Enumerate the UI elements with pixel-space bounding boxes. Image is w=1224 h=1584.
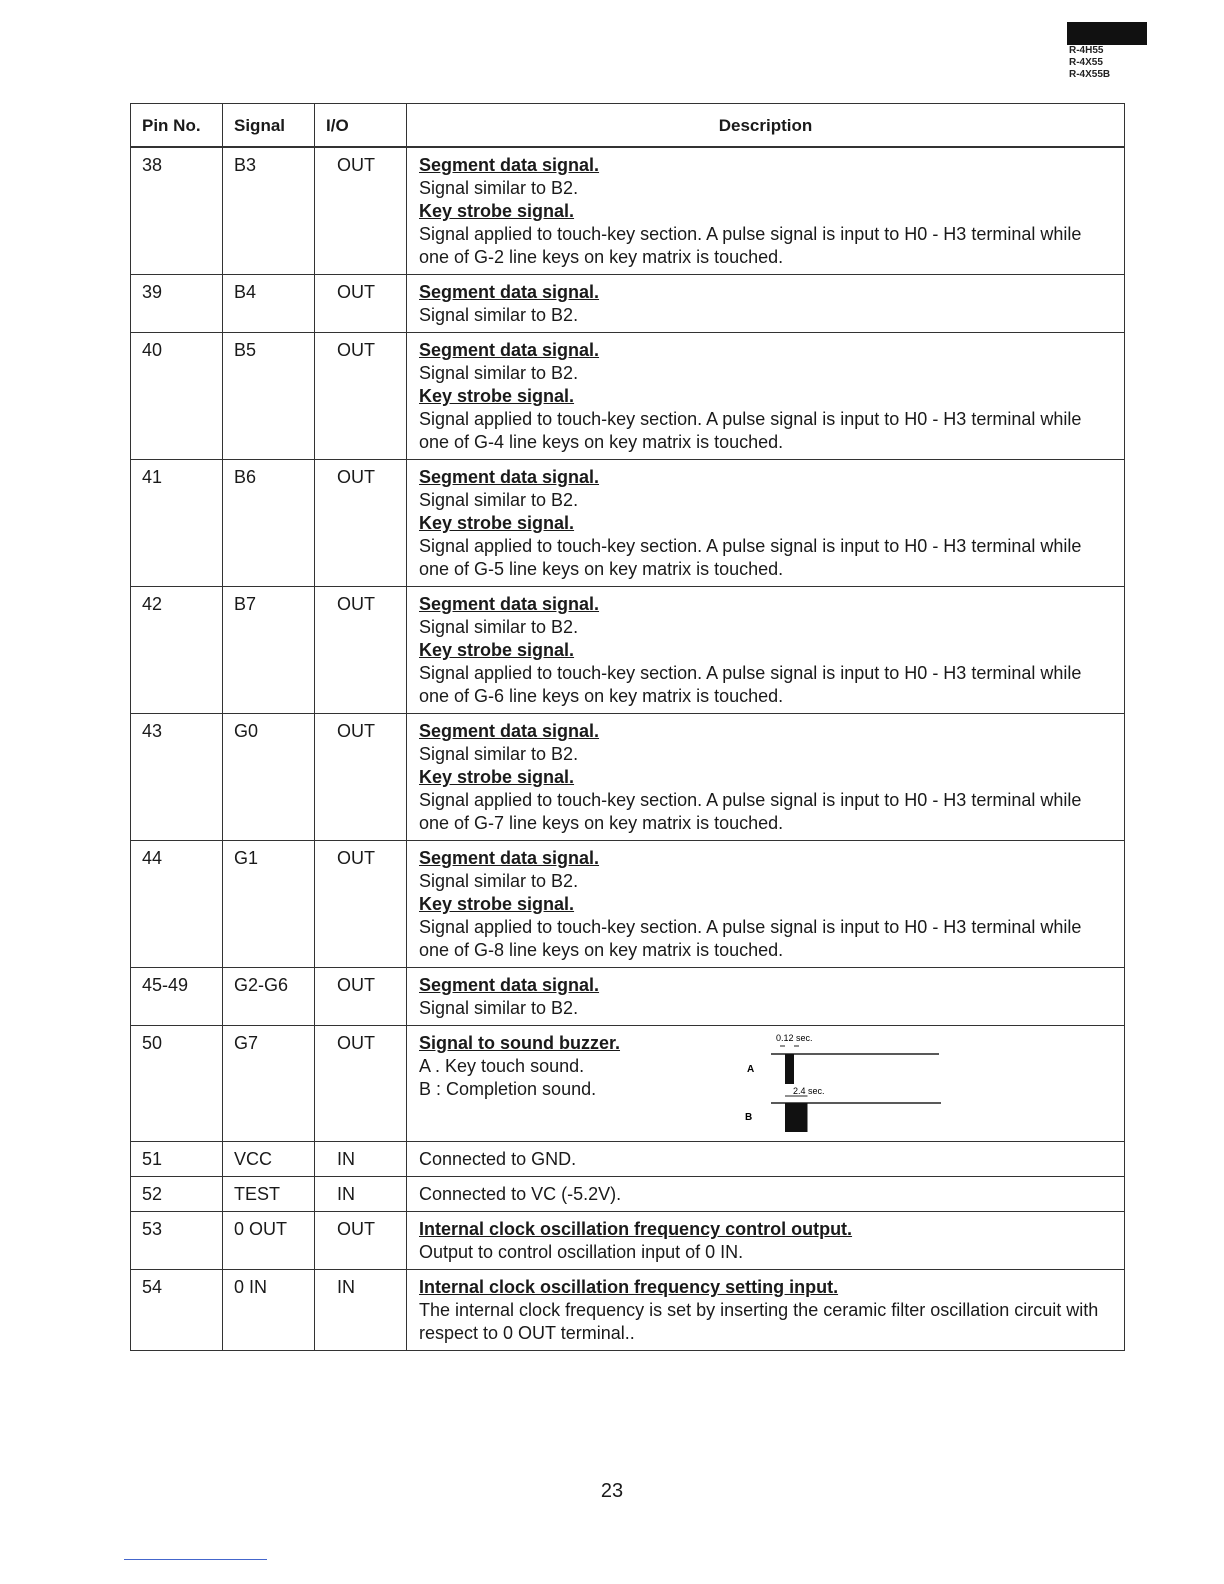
model-numbers	[1069, 45, 1110, 81]
io-cell: OUT	[315, 275, 407, 333]
page-number: 23	[600, 1480, 624, 1502]
description-cell	[407, 1026, 1125, 1142]
description-text: Signal similar to B2.	[419, 617, 579, 637]
io-cell: IN	[315, 1142, 407, 1177]
table-row	[131, 275, 1125, 333]
signal-cell: G7	[223, 1026, 315, 1142]
model-number: R-4X55	[1069, 57, 1103, 68]
description-text: Signal applied to touch-key section. A pulse signal is input to H0 - H3 terminal while one of G-6 line keys on key matrix is touched.	[419, 663, 1082, 706]
pin-cell: 44	[131, 841, 223, 968]
signal-cell: B3	[223, 147, 315, 275]
description-text: Signal similar to B2.	[419, 998, 579, 1018]
description-heading: Segment data signal.	[419, 282, 600, 302]
io-cell: OUT	[315, 1212, 407, 1270]
description-heading: Segment data signal.	[419, 155, 600, 175]
description-heading: Signal to sound buzzer.	[419, 1033, 621, 1053]
column-header-io: I/O	[315, 104, 407, 148]
pin-cell: 39	[131, 275, 223, 333]
buzzer-waveform-diagram	[729, 1032, 944, 1136]
signal-cell: B6	[223, 460, 315, 587]
column-header-pin: Pin No.	[131, 104, 223, 148]
description-text: Signal applied to touch-key section. A pulse signal is input to H0 - H3 terminal while one of G-5 line keys on key matrix is touched.	[419, 536, 1082, 579]
pin-cell: 52	[131, 1177, 223, 1212]
signal-cell: B7	[223, 587, 315, 714]
description-text: Signal applied to touch-key section. A pulse signal is input to H0 - H3 terminal while one of G-2 line keys on key matrix is touched.	[419, 224, 1082, 267]
table-row	[131, 147, 1125, 275]
description-text: The internal clock frequency is set by inserting the ceramic filter oscillation circuit with respect to 0 OUT terminal..	[419, 1300, 1099, 1343]
description-text: B : Completion sound.	[419, 1079, 597, 1099]
waveform-b-duration-label: 2.4 sec.	[793, 1086, 825, 1096]
waveform-a-pulse	[785, 1054, 794, 1084]
signal-cell: G0	[223, 714, 315, 841]
pin-cell: 41	[131, 460, 223, 587]
pin-cell: 51	[131, 1142, 223, 1177]
table-row	[131, 460, 1125, 587]
description-heading: Key strobe signal.	[419, 894, 575, 914]
pin-cell: 40	[131, 333, 223, 460]
description-text: Signal applied to touch-key section. A pulse signal is input to H0 - H3 terminal while one of G-4 line keys on key matrix is touched.	[419, 409, 1082, 452]
table-row	[131, 841, 1125, 968]
description-cell	[407, 587, 1125, 714]
description-text: Connected to VC (-5.2V).	[419, 1184, 622, 1204]
io-cell: OUT	[315, 714, 407, 841]
table-row	[131, 1212, 1125, 1270]
description-heading: Key strobe signal.	[419, 386, 575, 406]
description-heading: Segment data signal.	[419, 848, 600, 868]
io-cell: OUT	[315, 587, 407, 714]
description-heading: Key strobe signal.	[419, 513, 575, 533]
description-cell	[407, 147, 1125, 275]
description-text: Signal similar to B2.	[419, 178, 579, 198]
waveform-a-duration-label: 0.12 sec.	[776, 1033, 813, 1043]
description-text: A . Key touch sound.	[419, 1056, 585, 1076]
description-text: Signal applied to touch-key section. A pulse signal is input to H0 - H3 terminal while one of G-7 line keys on key matrix is touched.	[419, 790, 1082, 833]
table-header-row	[131, 104, 1125, 148]
waveform-b-pulse	[785, 1103, 808, 1132]
description-text: Signal similar to B2.	[419, 744, 579, 764]
table-row	[131, 1177, 1125, 1212]
description-cell	[407, 460, 1125, 587]
description-heading: Segment data signal.	[419, 721, 600, 741]
io-cell: IN	[315, 1270, 407, 1351]
description-cell	[407, 1270, 1125, 1351]
waveform-b-label: B	[745, 1112, 753, 1123]
description-text: Signal similar to B2.	[419, 363, 579, 383]
signal-cell: TEST	[223, 1177, 315, 1212]
io-cell: OUT	[315, 460, 407, 587]
table-row	[131, 1026, 1125, 1142]
model-number: R-4X55B	[1069, 69, 1111, 80]
description-text: Output to control oscillation input of 0 IN.	[419, 1242, 744, 1262]
waveform-a-label: A	[747, 1064, 755, 1075]
description-heading: Key strobe signal.	[419, 767, 575, 787]
corner-black-block	[1067, 22, 1147, 45]
signal-cell: B4	[223, 275, 315, 333]
signal-cell: B5	[223, 333, 315, 460]
pin-cell: 54	[131, 1270, 223, 1351]
description-cell	[407, 275, 1125, 333]
pin-cell: 42	[131, 587, 223, 714]
description-cell	[407, 841, 1125, 968]
description-heading: Segment data signal.	[419, 467, 600, 487]
description-cell	[407, 968, 1125, 1026]
pin-cell: 43	[131, 714, 223, 841]
description-heading: Internal clock oscillation frequency setting input.	[419, 1277, 839, 1297]
description-text: Connected to GND.	[419, 1149, 577, 1169]
io-cell: OUT	[315, 147, 407, 275]
description-heading: Key strobe signal.	[419, 201, 575, 221]
table-row	[131, 1142, 1125, 1177]
pin-cell: 45-49	[131, 968, 223, 1026]
signal-cell: 0 OUT	[223, 1212, 315, 1270]
pin-description-table	[130, 103, 1125, 1351]
pin-cell: 38	[131, 147, 223, 275]
pin-cell: 50	[131, 1026, 223, 1142]
table-body	[131, 147, 1125, 1351]
footer-rule	[124, 1559, 267, 1560]
description-heading: Key strobe signal.	[419, 640, 575, 660]
description-text: Signal similar to B2.	[419, 305, 579, 325]
io-cell: OUT	[315, 333, 407, 460]
table-row	[131, 968, 1125, 1026]
io-cell: OUT	[315, 1026, 407, 1142]
description-cell	[407, 1212, 1125, 1270]
column-header-description: Description	[407, 104, 1125, 148]
io-cell: OUT	[315, 841, 407, 968]
table-row	[131, 714, 1125, 841]
io-cell: IN	[315, 1177, 407, 1212]
description-text: Signal applied to touch-key section. A pulse signal is input to H0 - H3 terminal while one of G-8 line keys on key matrix is touched.	[419, 917, 1082, 960]
description-cell	[407, 1142, 1125, 1177]
model-number: R-4H55	[1069, 45, 1104, 56]
table-row	[131, 333, 1125, 460]
signal-cell: G2-G6	[223, 968, 315, 1026]
description-heading: Segment data signal.	[419, 975, 600, 995]
table-row	[131, 1270, 1125, 1351]
table-row	[131, 587, 1125, 714]
description-heading: Internal clock oscillation frequency control output.	[419, 1219, 853, 1239]
description-heading: Segment data signal.	[419, 594, 600, 614]
description-cell	[407, 333, 1125, 460]
description-cell	[407, 714, 1125, 841]
pin-cell: 53	[131, 1212, 223, 1270]
column-header-signal: Signal	[223, 104, 315, 148]
buzzer-description	[419, 1032, 1114, 1136]
io-cell: OUT	[315, 968, 407, 1026]
signal-cell: 0 IN	[223, 1270, 315, 1351]
description-text: Signal similar to B2.	[419, 490, 579, 510]
description-cell	[407, 1177, 1125, 1212]
description-text: Signal similar to B2.	[419, 871, 579, 891]
signal-cell: VCC	[223, 1142, 315, 1177]
signal-cell: G1	[223, 841, 315, 968]
description-heading: Segment data signal.	[419, 340, 600, 360]
